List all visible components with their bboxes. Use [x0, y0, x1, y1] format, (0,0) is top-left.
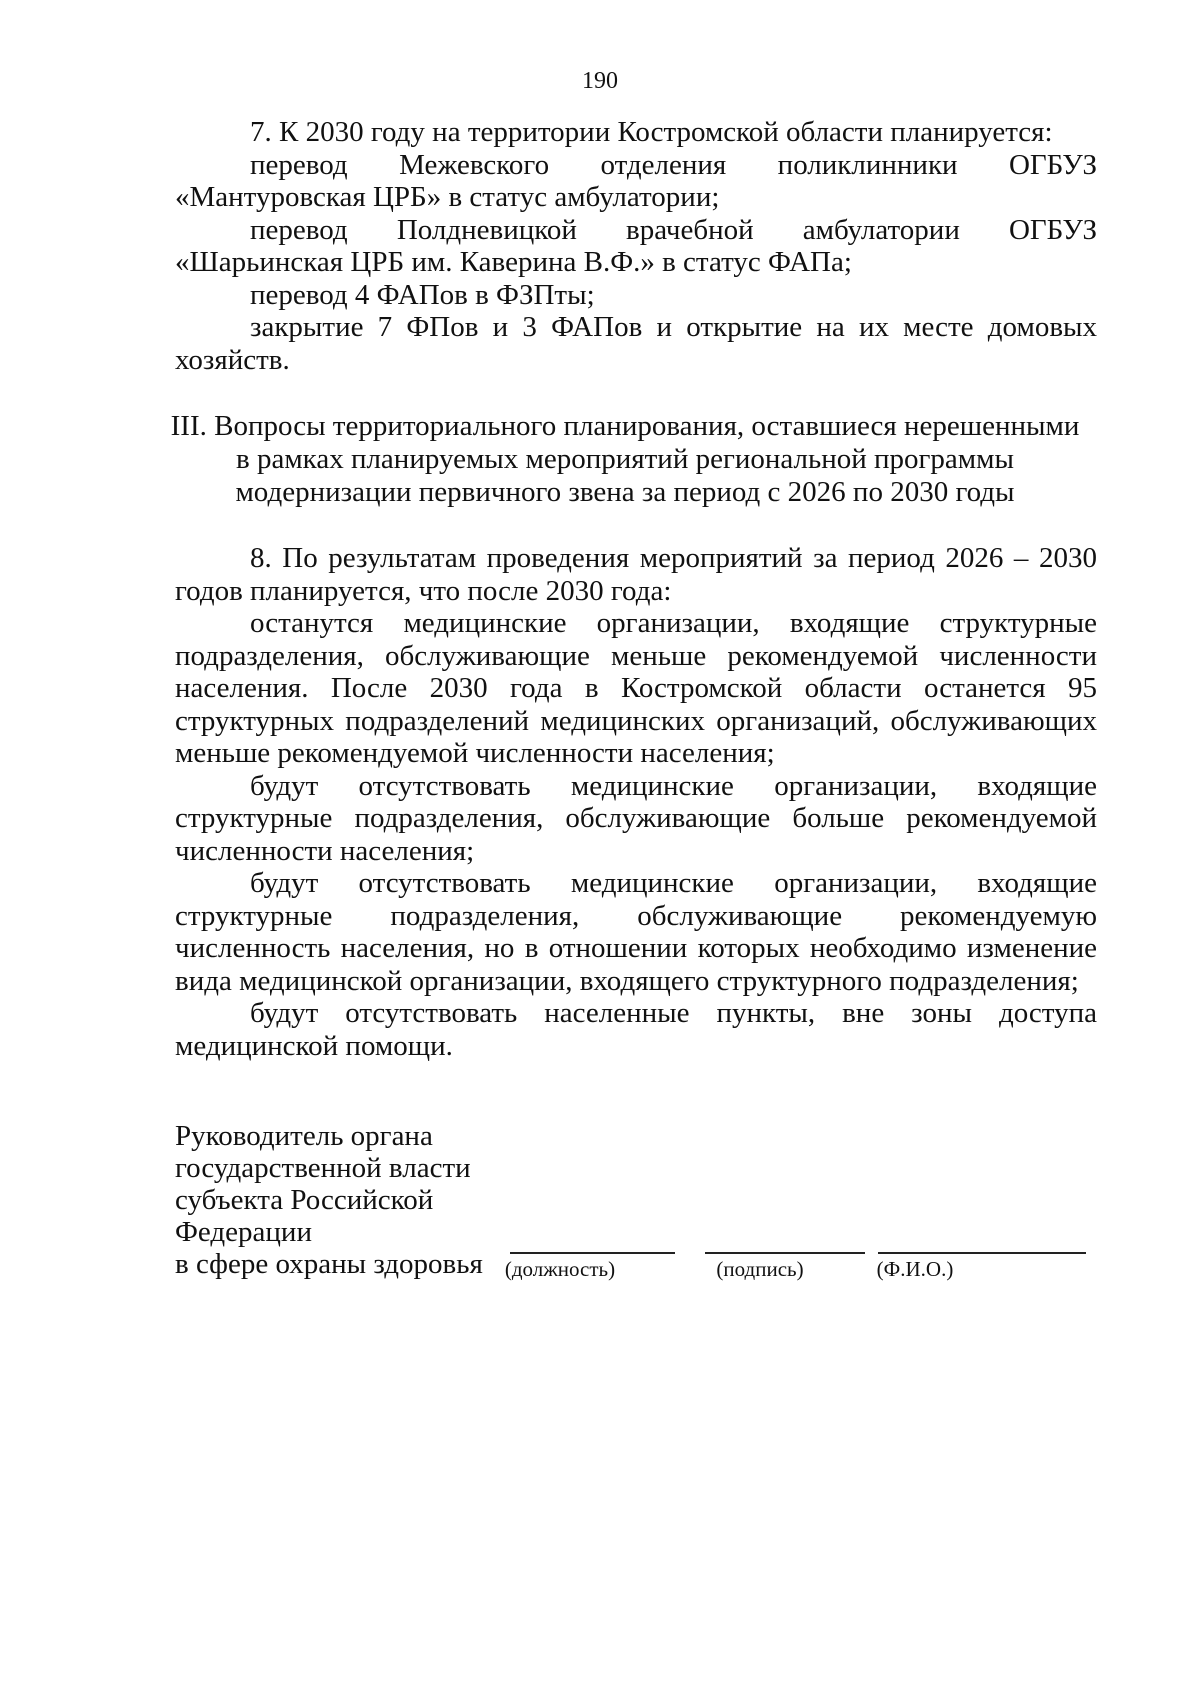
page-number: 190 [582, 68, 618, 94]
section-8-intro: 8. По результатам проведения мероприятий за период 2026 – 2030 годов планируется, что после 2030 года: [175, 542, 1097, 607]
heading-line: модернизации первичного звена за период с 2026 по 2030 годы [235, 476, 1015, 508]
name-caption: (Ф.И.О.) [876, 1257, 954, 1281]
section-7 [175, 116, 1097, 376]
section-7-item: перевод Полдневицкой врачебной амбулатории ОГБУЗ «Шарьинская ЦРБ им. Каверина В.Ф.» в статус ФАПа; [175, 213, 1097, 278]
position-caption: (должность) [504, 1257, 616, 1281]
section-8-item: будут отсутствовать медицинские организации, входящие структурные подразделения, обслуживающие больше рекомендуемой численности населения; [175, 769, 1097, 867]
section-7-item: закрытие 7 ФПов и 3 ФАПов и открытие на их месте домовых хозяйств. [175, 311, 1097, 376]
signatory-line: субъекта Российской Федерации [175, 1184, 434, 1248]
signatory-line: государственной власти [175, 1152, 471, 1184]
section-8-item: останутся медицинские организации, входящие структурные подразделения, обслуживающие меньше рекомендуемой численности населения. После 2030 года в Костромской области останется 95 структурных подразделений медицинских организаций, обслуживающих меньше рекомендуемой численности населения; [175, 607, 1097, 769]
section-8-item: будут отсутствовать населенные пункты, вне зоны доступа медицинской помощи. [175, 997, 1097, 1062]
signatory-line: в сфере охраны здоровья [175, 1248, 483, 1280]
signature-caption: (подпись) [716, 1257, 804, 1281]
position-field[interactable] [510, 1252, 675, 1254]
name-field[interactable] [878, 1252, 1086, 1254]
section-3-heading [120, 410, 1130, 509]
section-7-item: перевод Межевского отделения поликлинники ОГБУЗ «Мантуровская ЦРБ» в статус амбулатории; [175, 148, 1097, 213]
section-7-item: перевод 4 ФАПов в ФЗПты; [250, 278, 595, 311]
heading-line: III. Вопросы территориального планирования, оставшиеся нерешенными [170, 410, 1080, 442]
section-8-item: будут отсутствовать медицинские организации, входящие структурные подразделения, обслуживающие рекомендуемую численность населения, но в отношении которых необходимо изменение вида медицинской организации, входящего структурного подразделения; [175, 867, 1097, 997]
heading-line: в рамках планируемых мероприятий региональной программы [236, 443, 1014, 475]
section-8 [175, 542, 1097, 1062]
signatory-line: Руководитель органа [175, 1120, 433, 1152]
signature-field[interactable] [705, 1252, 865, 1254]
section-7-intro: 7. К 2030 году на территории Костромской области планируется: [250, 116, 1053, 148]
